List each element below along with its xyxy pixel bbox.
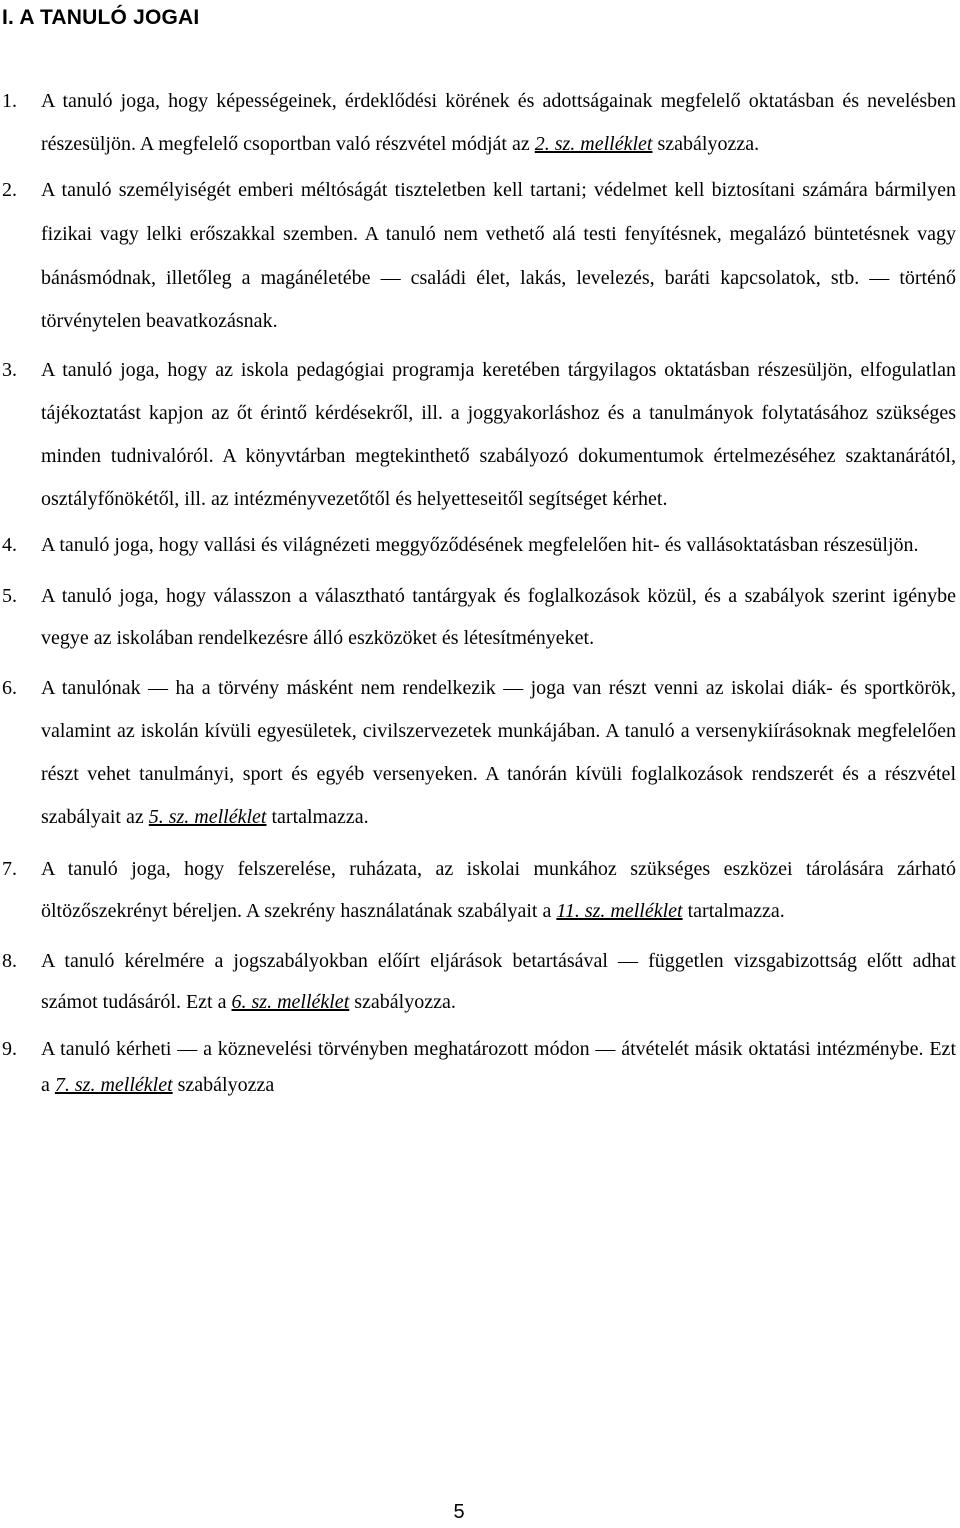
item-text: A tanuló joga, hogy vallási és világnézeti meggyőződésének megfelelően hit- és vallásoktatásban részesüljön. [41, 534, 919, 557]
item-text: szabályozza [172, 1074, 275, 1097]
list-item [0, 941, 960, 1023]
item-number: 5. [2, 585, 17, 608]
item-text: A tanuló joga, hogy válasszon a választható tantárgyak és foglalkozások közül, és a szabályok szerint igénybe vegye az iskolában rendelkezésre álló eszközöket és létesítményeket. [41, 585, 956, 650]
item-number: 6. [2, 677, 17, 700]
item-text: A tanuló joga, hogy felszerelése, ruházata, az iskolai munkához szükséges eszközei tárolására zárható öltözőszekrényt béreljen. A szekrény használatának szabályait a [41, 858, 956, 923]
item-text: tartalmazza. [682, 900, 785, 923]
item-text: szabályozza. [349, 991, 456, 1014]
list-item [0, 525, 960, 566]
list-item [0, 169, 960, 344]
list-item [0, 667, 960, 839]
list-item [0, 80, 960, 166]
appendix-link[interactable]: 11. sz. melléklet [556, 900, 683, 923]
list-item [0, 349, 960, 521]
item-text: A tanuló kérheti — a köznevelési törvényben meghatározott módon — átvételét másik oktatási intézménybe. Ezt a [41, 1038, 956, 1097]
section-heading: I. A TANULÓ JOGAI [2, 6, 200, 29]
item-text: A tanuló kérelmére a jogszabályokban előírt eljárások betartásával — független vizsgabizottság előtt adhat számot tudásáról. Ezt a [41, 950, 956, 1014]
item-text: tartalmazza. [266, 806, 369, 829]
rights-list [0, 80, 960, 1103]
item-number: 8. [2, 950, 17, 973]
item-number: 9. [2, 1038, 17, 1061]
item-text: A tanuló joga, hogy képességeinek, érdeklődési körének és adottságainak megfelelő oktatásban és nevelésben részesüljön. A megfelelő csoportban való részvétel módját az [41, 90, 956, 155]
item-text: szabályozza. [652, 133, 760, 155]
page-number: 5 [453, 1501, 465, 1523]
list-item [0, 1031, 960, 1103]
appendix-link[interactable]: 7. sz. melléklet [54, 1074, 173, 1097]
item-number: 7. [2, 858, 17, 881]
appendix-link[interactable]: 2. sz. melléklet [534, 133, 653, 155]
item-number: 3. [2, 359, 17, 382]
list-item [0, 848, 960, 932]
list-item [0, 575, 960, 659]
item-text: A tanuló joga, hogy az iskola pedagógiai programja keretében tárgyilagos oktatásban részesüljön, elfogulatlan tájékoztatást kapjon az őt érintő kérdésekről, ill. a joggyakorláshoz és a tanulmányok folytatásához szükséges minden tudnivalóról. A könyvtárban megtekinthető szabályozó dokumentumok értelmezéséhez szaktanárától, osztályfőnökétől, ill. az intézményvezetőtől és helyetteseitől segítséget kérhet. [41, 359, 956, 511]
appendix-link[interactable]: 5. sz. melléklet [148, 806, 267, 829]
item-text: A tanulónak — ha a törvény másként nem rendelkezik — joga van részt venni az iskolai diák- és sportkörök, valamint az iskolán kívüli egyesületek, civilszervezetek munkájában. A tanuló a versenykiírásoknak megfelelően részt vehet tanulmányi, sport és egyéb versenyeken. A tanórán kívüli foglalkozások rendszerét és a részvétel szabályait az [41, 677, 956, 829]
item-number: 1. [2, 90, 17, 112]
item-number: 2. [2, 179, 17, 201]
item-text: A tanuló személyiségét emberi méltóságát tiszteletben kell tartani; védelmet kell biztosítani számára bármilyen fizikai vagy lelki erőszakkal szemben. A tanuló nem vethető alá testi fenyítésnek, megalázó büntetésnek vagy bánásmódnak, illetőleg a magánéletébe — családi élet, lakás, levelezés, baráti kapcsolatok, stb. — történő törvénytelen beavatkozásnak. [41, 179, 956, 333]
item-number: 4. [2, 534, 17, 557]
appendix-link[interactable]: 6. sz. melléklet [231, 991, 350, 1014]
